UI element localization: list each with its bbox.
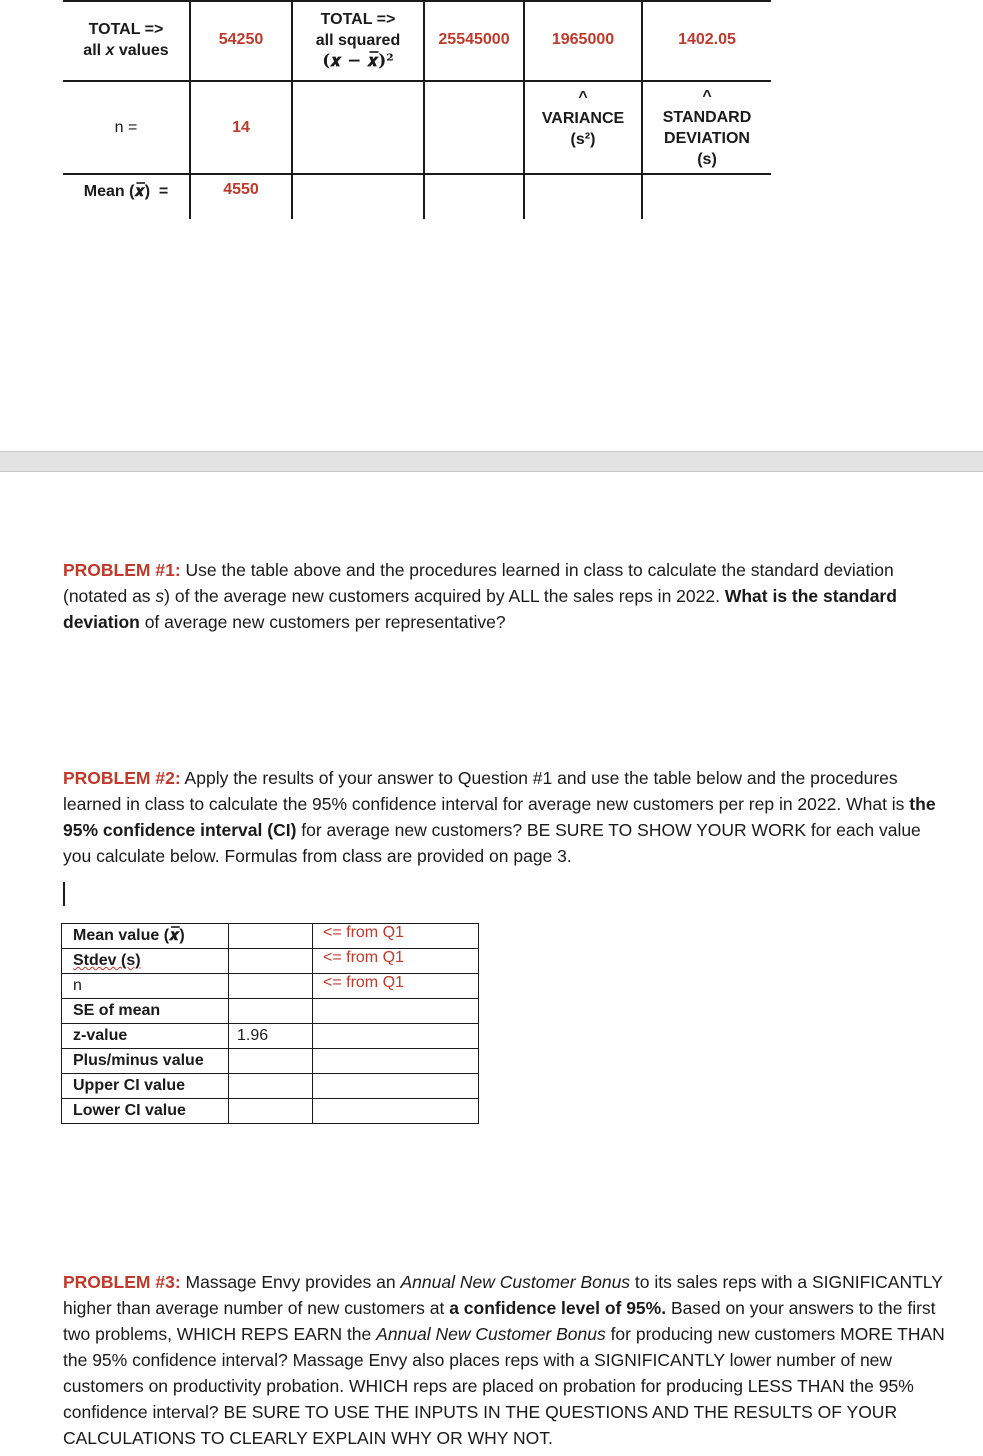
squared-deviation-formula: (𝒙 − 𝒙̅)² [322,50,394,71]
ci-label-upper: Upper CI value [62,1074,229,1099]
problem-1: PROBLEM #1: Use the table above and the procedures learned in class to calculate the standard deviation (notated as s) of the average new customers acquired by ALL the sales reps in 2022. What is the standard deviation of average new customers per representative? [63,560,897,632]
table-row [62,1049,479,1074]
ci-label-margin: Plus/minus value [62,1049,229,1074]
total-squared-label: TOTAL => all squared (𝒙 − 𝒙̅)² [315,10,401,71]
ci-input-stdev[interactable] [229,949,313,974]
problem-2-heading: PROBLEM #2: [63,768,181,788]
stdev-label: ^ STANDARD DEVIATION (s) [662,87,752,168]
ci-input-n[interactable] [229,974,313,999]
ci-input-z[interactable]: 1.96 [229,1024,313,1049]
variance-caret: ^ [578,88,588,106]
ci-note-z [313,1024,479,1049]
confidence-interval-table [61,923,479,1124]
table-row [62,949,479,974]
ci-note-se [313,999,479,1024]
variance-value: 1965000 [551,30,615,48]
ci-input-margin[interactable] [229,1049,313,1074]
mean-label: Mean (𝒙̅) = [83,182,169,200]
ci-label-se: SE of mean [62,999,229,1024]
stdev-caret: ^ [702,87,712,105]
ci-note-lower [313,1099,479,1124]
table-row [62,924,479,949]
sum-x-value: 54250 [218,30,264,48]
ci-label-z: z-value [62,1024,229,1049]
ci-note-n: <= from Q1 [313,974,479,999]
row2-bottom-border [63,173,771,175]
ci-input-upper[interactable] [229,1074,313,1099]
table-row [62,999,479,1024]
sum-squared-value: 25545000 [438,30,510,48]
ci-label-lower: Lower CI value [62,1099,229,1124]
table-row [62,974,479,999]
ci-label-stdev: Stdev (s) [62,949,229,974]
ci-label-mean: Mean value (𝒙̅) [62,924,229,949]
table-row [62,1024,479,1049]
ci-note-margin [313,1049,479,1074]
problem-3-heading: PROBLEM #3: [63,1272,181,1292]
stdev-value: 1402.05 [678,30,736,48]
table-row [62,1099,479,1124]
n-value: 14 [232,118,250,136]
problem-2: PROBLEM #2: Apply the results of your answer to Question #1 and use the table below and the procedures learned in class to calculate the 95% confidence interval for average new customers per rep in 2022. What is the 95% confidence interval (CI) for average new customers? BE SURE TO SHOW YOUR WORK for each value you calculate below. Formulas from class are provided on page 3. [63,768,936,866]
ci-note-mean: <= from Q1 [313,924,479,949]
ci-input-mean[interactable] [229,924,313,949]
ci-input-se[interactable] [229,999,313,1024]
ci-note-upper [313,1074,479,1099]
variance-label: ^ VARIANCE (s²) [541,88,625,148]
mean-value: 4550 [223,180,259,198]
text-cursor[interactable] [63,882,65,906]
ci-label-n: n [62,974,229,999]
ci-input-lower[interactable] [229,1099,313,1124]
ci-note-stdev: <= from Q1 [313,949,479,974]
table-row [62,1074,479,1099]
n-label: n = [114,118,138,136]
total-x-label: TOTAL => all x values [83,21,169,59]
problem-3: PROBLEM #3: Massage Envy provides an Annual New Customer Bonus to its sales reps with a SIGNIFICANTLY higher than average number of new customers at a confidence level of 95%. Based on your answers to the first two problems, WHICH REPS EARN the Annual New Customer Bonus for producing new customers MORE THAN the 95% confidence interval? Massage Envy also places reps with a SIGNIFICANTLY lower number of new customers on productivity probation. WHICH reps are placed on probation for producing LESS THAN the 95% confidence interval? BE SURE TO USE THE INPUTS IN THE QUESTIONS AND THE RESULTS OF YOUR CALCULATIONS TO CLEARLY EXPLAIN WHY OR WHY NOT. [63,1272,945,1448]
page-break-divider [0,451,983,472]
problem-1-heading: PROBLEM #1: [63,560,181,580]
